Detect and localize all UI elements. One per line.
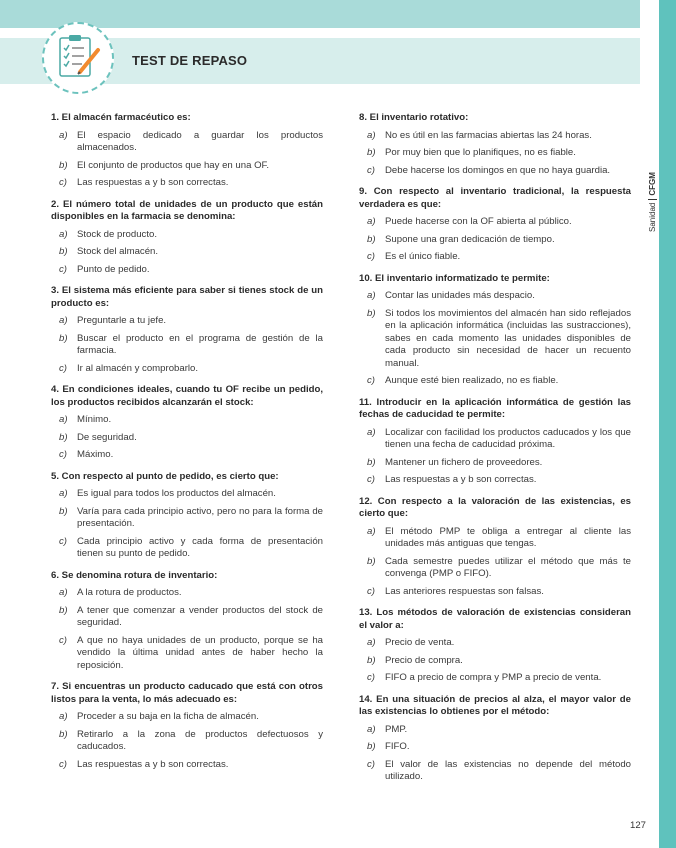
- answer-option: [51, 363, 323, 376]
- question: [51, 681, 323, 771]
- side-accent-bar: [659, 0, 676, 848]
- option-text: El valor de las existencias no depende del método utilizado.: [385, 758, 631, 782]
- option-text: PMP.: [385, 723, 408, 735]
- option-letter: b): [59, 604, 68, 616]
- option-letter: b): [59, 431, 68, 443]
- option-text: Por muy bien que lo planifiques, no es fiable.: [385, 147, 576, 158]
- option-text: Mantener un fichero de proveedores.: [385, 456, 543, 468]
- option-letter: a): [367, 525, 376, 537]
- answer-option: [51, 711, 323, 724]
- answer-option: [359, 457, 631, 470]
- question: [51, 384, 323, 462]
- question-text: 1. El almacén farmacéutico es:: [51, 112, 191, 123]
- option-text: Es el único fiable.: [385, 251, 461, 262]
- option-text: Stock de producto.: [77, 228, 157, 240]
- option-letter: c): [59, 177, 67, 188]
- question-text: 6. Se denomina rotura de inventario:: [51, 569, 218, 581]
- answer-option: [359, 427, 631, 452]
- option-text: Aunque esté bien realizado, no es fiable.: [385, 375, 559, 386]
- option-text: El conjunto de productos que hay en una OF.: [77, 159, 270, 171]
- answer-option: [359, 165, 631, 178]
- option-text: No es útil en las farmacias abiertas las 24 horas.: [385, 129, 592, 141]
- option-letter: a): [367, 637, 376, 648]
- question: [51, 471, 323, 561]
- option-letter: b): [59, 159, 68, 171]
- option-letter: b): [367, 147, 376, 158]
- option-letter: a): [59, 488, 68, 499]
- question: [51, 570, 323, 673]
- question: [359, 186, 631, 264]
- answer-option: [51, 432, 323, 445]
- option-letter: b): [367, 307, 376, 319]
- answer-option: [51, 587, 323, 600]
- option-text: Si todos los movimientos del almacén han sido reflejados en la aplicación informática (incluidas las sustracciones), sabes en cada momento las unidades disponibles de cada producto sin necesidad de hacer un recuento manual.: [385, 307, 631, 369]
- side-tab: [640, 0, 659, 848]
- option-text: Es igual para todos los productos del almacén.: [77, 488, 276, 499]
- answer-option: [51, 264, 323, 277]
- answer-option: [51, 759, 323, 772]
- option-letter: c): [367, 585, 375, 597]
- option-text: Cada principio activo y cada forma de presentación tienen su punto de pedido.: [77, 535, 323, 559]
- answer-option: [359, 375, 631, 388]
- option-text: FIFO.: [385, 741, 410, 752]
- question-text: 4. En condiciones ideales, cuando tu OF recibe un pedido, los productos recibidos alcanzarán el stock:: [51, 384, 323, 408]
- option-letter: c): [367, 251, 375, 262]
- checklist-icon: [44, 24, 112, 92]
- option-letter: c): [59, 263, 67, 275]
- answer-option: [359, 216, 631, 229]
- option-letter: c): [367, 672, 375, 683]
- option-text: Las respuestas a y b son correctas.: [77, 758, 229, 770]
- option-letter: c): [367, 164, 375, 176]
- answer-option: [51, 246, 323, 259]
- option-letter: b): [367, 456, 376, 468]
- checklist-badge: [42, 22, 114, 94]
- option-letter: c): [367, 758, 375, 770]
- answer-option: [51, 605, 323, 630]
- question: [359, 607, 631, 685]
- question: [359, 694, 631, 784]
- option-letter: b): [59, 505, 68, 517]
- option-letter: c): [59, 449, 67, 460]
- option-letter: a): [59, 228, 68, 240]
- question: [359, 397, 631, 487]
- option-text: Varía para cada principio activo, pero no para la forma de presentación.: [77, 505, 323, 529]
- option-letter: a): [367, 216, 376, 227]
- question-text: 7. Si encuentras un producto caducado que está con otros listos para la venta, lo más adecuado es:: [51, 681, 323, 705]
- option-text: Las respuestas a y b son correctas.: [77, 177, 229, 188]
- answer-option: [51, 414, 323, 427]
- question-text: 2. El número total de unidades de un producto que están disponibles en la farmacia se denomina:: [51, 198, 323, 222]
- answer-option: [51, 160, 323, 173]
- left-column: [51, 112, 323, 780]
- side-label: [645, 152, 659, 232]
- option-text: FIFO a precio de compra y PMP a precio de venta.: [385, 672, 602, 683]
- answer-option: [359, 759, 631, 784]
- answer-option: [51, 177, 323, 190]
- option-letter: a): [59, 414, 68, 425]
- option-letter: b): [367, 654, 376, 666]
- answer-option: [51, 130, 323, 155]
- answer-option: [359, 474, 631, 487]
- option-text: A tener que comenzar a vender productos del stock de seguridad.: [77, 604, 323, 628]
- option-text: Mínimo.: [77, 414, 112, 425]
- option-letter: a): [367, 426, 376, 438]
- question: [51, 285, 323, 375]
- option-text: De seguridad.: [77, 431, 137, 443]
- option-letter: a): [367, 723, 376, 735]
- option-text: Preguntarle a tu jefe.: [77, 315, 167, 326]
- option-letter: b): [59, 246, 68, 257]
- question-text: 3. El sistema más eficiente para saber si tienes stock de un producto es:: [51, 285, 323, 309]
- option-letter: c): [59, 634, 67, 646]
- option-letter: b): [367, 741, 376, 752]
- option-text: Precio de venta.: [385, 637, 455, 648]
- side-subject: Sanidad: [647, 202, 657, 232]
- option-letter: a): [367, 129, 376, 141]
- option-text: Localizar con facilidad los productos caducados y los que tienen una fecha de caducidad próxima.: [385, 426, 631, 450]
- side-separator: [648, 199, 657, 200]
- answer-option: [51, 536, 323, 561]
- question: [359, 112, 631, 177]
- question-text: 9. Con respecto al inventario tradicional, la respuesta verdadera es que:: [359, 186, 631, 210]
- question: [51, 199, 323, 277]
- option-text: Punto de pedido.: [77, 263, 150, 275]
- question: [359, 496, 631, 599]
- answer-option: [51, 333, 323, 358]
- option-letter: c): [367, 375, 375, 386]
- option-text: Las respuestas a y b son correctas.: [385, 474, 537, 485]
- option-letter: a): [59, 711, 68, 722]
- answer-option: [51, 506, 323, 531]
- option-text: Retirarlo a la zona de productos defectuosos y caducados.: [77, 728, 323, 752]
- option-letter: c): [59, 362, 67, 374]
- option-text: A que no haya unidades de un producto, porque se ha vendido la última unidad antes de haber hecho la reposición.: [77, 634, 323, 671]
- answer-option: [359, 147, 631, 160]
- answer-option: [359, 741, 631, 754]
- answer-option: [359, 672, 631, 685]
- option-text: Ir al almacén y comprobarlo.: [77, 362, 199, 374]
- page-title: TEST DE REPASO: [132, 53, 248, 68]
- answer-option: [51, 729, 323, 754]
- answer-option: [359, 234, 631, 247]
- option-text: Buscar el producto en el programa de gestión de la farmacia.: [77, 332, 323, 356]
- answer-option: [359, 655, 631, 668]
- option-letter: c): [59, 535, 67, 547]
- side-program: CFGM: [647, 172, 657, 196]
- answer-option: [51, 229, 323, 242]
- answer-option: [359, 637, 631, 650]
- answer-option: [359, 130, 631, 143]
- option-text: Supone una gran dedicación de tiempo.: [385, 233, 555, 245]
- option-text: Precio de compra.: [385, 654, 463, 666]
- question-text: 12. Con respecto a la valoración de las existencias, es cierto que:: [359, 495, 631, 519]
- question-text: 13. Los métodos de valoración de existencias consideran el valor a:: [359, 607, 631, 631]
- answer-option: [51, 449, 323, 462]
- answer-option: [359, 290, 631, 303]
- page-number: 127: [630, 820, 647, 831]
- right-column: [359, 112, 631, 793]
- question-text: 8. El inventario rotativo:: [359, 112, 469, 123]
- option-letter: a): [59, 129, 68, 141]
- answer-option: [359, 724, 631, 737]
- option-text: Las anteriores respuestas son falsas.: [385, 585, 544, 597]
- option-text: A la rotura de productos.: [77, 587, 182, 598]
- option-text: Contar las unidades más despacio.: [385, 290, 535, 301]
- answer-option: [51, 488, 323, 501]
- option-text: Máximo.: [77, 449, 114, 460]
- option-text: Cada semestre puedes utilizar el método que más te convenga (PMP o FIFO).: [385, 555, 631, 579]
- option-text: Debe hacerse los domingos en que no haya guardia.: [385, 164, 611, 176]
- option-letter: b): [367, 233, 376, 245]
- option-text: Puede hacerse con la OF abierta al público.: [385, 216, 572, 227]
- question-text: 14. En una situación de precios al alza, el mayor valor de las existencias lo obtienes por el método:: [359, 693, 631, 717]
- answer-option: [359, 308, 631, 371]
- answer-option: [359, 556, 631, 581]
- option-letter: c): [367, 474, 375, 485]
- answer-option: [51, 635, 323, 673]
- question-text: 11. Introducir en la aplicación informática de gestión las fechas de caducidad te permite:: [359, 396, 631, 420]
- answer-option: [51, 315, 323, 328]
- option-letter: c): [59, 758, 67, 770]
- option-letter: b): [59, 332, 68, 344]
- question: [359, 273, 631, 388]
- question-text: 10. El inventario informatizado te permite:: [359, 272, 550, 284]
- option-text: Proceder a su baja en la ficha de almacén.: [77, 711, 259, 722]
- option-text: Stock del almacén.: [77, 246, 159, 257]
- option-letter: a): [59, 315, 68, 326]
- question: [51, 112, 323, 190]
- option-letter: a): [367, 290, 376, 301]
- option-letter: a): [59, 587, 68, 598]
- option-letter: b): [367, 555, 376, 567]
- answer-option: [359, 526, 631, 551]
- question-text: 5. Con respecto al punto de pedido, es cierto que:: [51, 470, 279, 482]
- answer-option: [359, 586, 631, 599]
- answer-option: [359, 251, 631, 264]
- option-text: El espacio dedicado a guardar los productos almacenados.: [77, 129, 323, 153]
- option-text: El método PMP te obliga a entregar al cliente las unidades más antiguas que tengas.: [385, 525, 631, 549]
- option-letter: b): [59, 728, 68, 740]
